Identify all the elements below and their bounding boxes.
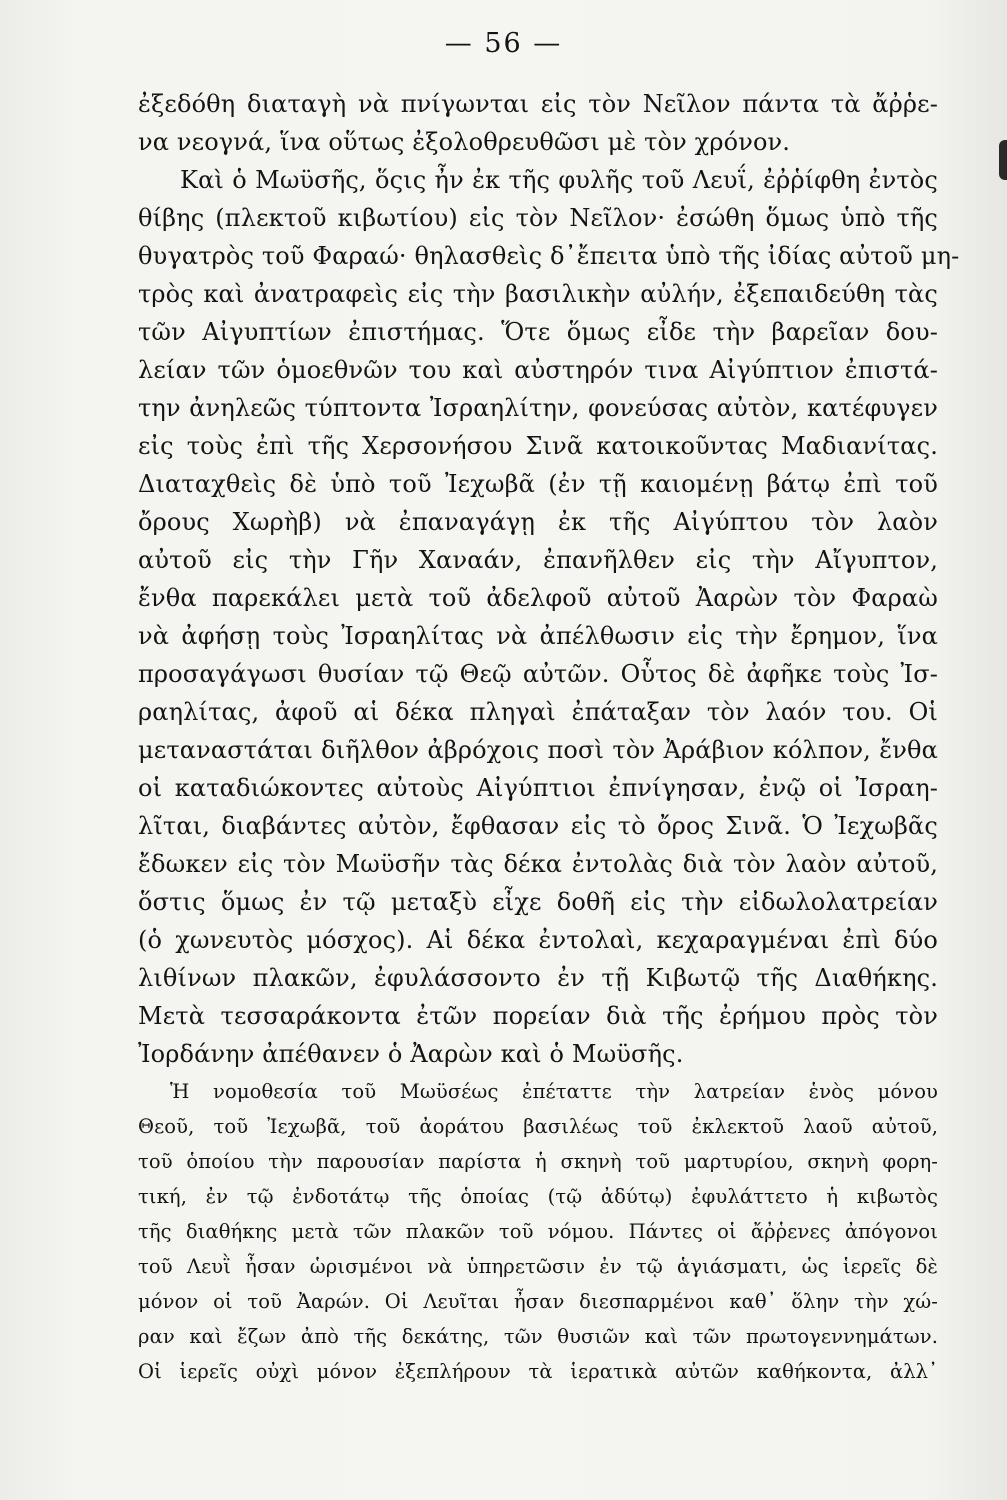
text-line: λῖται, διαβάντες αὐτὸν, ἔφθασαν εἰς τὸ ὄρος Σινᾶ. Ὁ Ἰεχωβᾶς (138, 812, 938, 840)
text-line: θυγατρὸς τοῦ Φαραώ· θηλασθεὶς δ᾽ἔπειτα ὑπὸ τῆς ἰδίας αὐτοῦ μη- (138, 242, 960, 270)
page-number: — 56 — (444, 28, 563, 59)
text-line: Ἰορδάνην ἀπέθανεν ὁ Ἀαρὼν καὶ ὁ Μωϋσῆς. (138, 1040, 684, 1068)
binding-edge-mark (999, 140, 1007, 180)
text-line: τοῦ ὁποίου τὴν παρουσίαν παρίστα ἡ σκηνὴ τοῦ μαρτυρίου, σκηνὴ φορη- (138, 1150, 938, 1173)
text-line: προσαγάγωσι θυσίαν τῷ Θεῷ αὐτῶν. Οὗτος δὲ ἀφῆκε τοὺς Ἰσ- (138, 660, 938, 688)
text-line: τῆς διαθήκης μετὰ τῶν πλακῶν τοῦ νόμου. Πάντες οἱ ἄῤῥενες ἀπόγονοι (138, 1220, 938, 1243)
text-line: τρὸς καὶ ἀνατραφεὶς εἰς τὴν βασιλικὴν αὐλήν, ἐξεπαιδεύθη τὰς (138, 280, 938, 308)
text-line: ὄρους Χωρὴβ) νὰ ἐπαναγάγῃ ἐκ τῆς Αἰγύπτου τὸν λαὸν (138, 508, 938, 536)
text-line: μόνον οἱ τοῦ Ἀαρών. Οἱ Λευῖται ἦσαν διεσπαρμένοι καθ᾽ ὅλην τὴν χώ- (138, 1290, 938, 1313)
text-line: να νεογνά, ἵνα οὕτως ἐξολοθρευθῶσι μὲ τὸν χρόνον. (138, 128, 791, 156)
text-line: ἔνθα παρεκάλει μετὰ τοῦ ἀδελφοῦ αὐτοῦ Ἀαρὼν τὸν Φαραὼ (138, 584, 938, 612)
text-line: λιθίνων πλακῶν, ἐφυλάσσοντο ἐν τῇ Κιβωτῷ τῆς Διαθήκης. (138, 964, 938, 992)
text-line: Ἡ νομοθεσία τοῦ Μωϋσέως ἐπέταττε τὴν λατρείαν ἑνὸς μόνου (170, 1080, 938, 1103)
text-line: οἱ καταδιώκοντες αὐτοὺς Αἰγύπτιοι ἐπνίγησαν, ἐνῷ οἱ Ἰσραη- (138, 774, 938, 802)
text-line: νὰ ἀφήσῃ τοὺς Ἰσραηλίτας νὰ ἀπέλθωσιν εἰς τὴν ἔρημον, ἵνα (138, 622, 938, 650)
text-line: Οἱ ἱερεῖς οὐχὶ μόνον ἐξεπλήρουν τὰ ἱερατικὰ αὐτῶν καθήκοντα, ἀλλ᾽ (138, 1360, 938, 1383)
text-line: Καὶ ὁ Μωϋσῆς, ὅςις ἦν ἐκ τῆς φυλῆς τοῦ Λευΐ, ἐῤῥίφθη ἐντὸς (180, 166, 938, 194)
text-line: την ἀνηλεῶς τύπτοντα Ἰσραηλίτην, φονεύσας αὐτὸν, κατέφυγεν (138, 394, 938, 422)
text-line: ἔδωκεν εἰς τὸν Μωϋσῆν τὰς δέκα ἐντολὰς διὰ τὸν λαὸν αὐτοῦ, (138, 850, 938, 878)
text-line: τῶν Αἰγυπτίων ἐπιστήμας. Ὅτε ὅμως εἶδε τὴν βαρεῖαν δου- (138, 318, 938, 346)
text-line: Θεοῦ, τοῦ Ἰεχωβᾶ, τοῦ ἀοράτου βασιλέως τοῦ ἐκλεκτοῦ λαοῦ αὐτοῦ, (138, 1115, 938, 1138)
text-line: Μετὰ τεσσαράκοντα ἐτῶν πορείαν διὰ τῆς ἐρήμου πρὸς τὸν (138, 1002, 938, 1030)
text-line: τική, ἐν τῷ ἐνδοτάτῳ τῆς ὁποίας (τῷ ἀδύτῳ) ἐφυλάττετο ἡ κιβωτὸς (138, 1185, 938, 1208)
text-line: τοῦ Λευῒ ἦσαν ὡρισμένοι νὰ ὑπηρετῶσιν ἐν τῷ ἁγιάσματι, ὡς ἱερεῖς δὲ (138, 1255, 938, 1278)
text-line: εἰς τοὺς ἐπὶ τῆς Χερσονήσου Σινᾶ κατοικοῦντας Μαδιανίτας. (138, 432, 938, 460)
text-line: θίβης (πλεκτοῦ κιβωτίου) εἰς τὸν Νεῖλον· ἐσώθη ὅμως ὑπὸ τῆς (138, 204, 938, 232)
text-line: ἐξεδόθη διαταγὴ νὰ πνίγωνται εἰς τὸν Νεῖλον πάντα τὰ ἄῤῥε- (138, 90, 938, 118)
text-line: ὅστις ὅμως ἐν τῷ μεταξὺ εἶχε δοθῆ εἰς τὴν εἰδωλολατρείαν (138, 888, 938, 916)
text-line: λείαν τῶν ὁμοεθνῶν του καὶ αὐστηρόν τινα Αἰγύπτιον ἐπιστά- (138, 356, 938, 384)
text-line: αὐτοῦ εἰς τὴν Γῆν Χαναάν, ἐπανῆλθεν εἰς τὴν Αἴγυπτον, (138, 546, 938, 574)
text-line: ραηλίτας, ἀφοῦ αἱ δέκα πληγαὶ ἐπάταξαν τὸν λαόν του. Οἱ (138, 698, 938, 726)
text-line: μεταναστάται διῆλθον ἀβρόχοις ποσὶ τὸν Ἀράβιον κόλπον, ἔνθα (138, 736, 938, 764)
text-line: Διαταχθεὶς δὲ ὑπὸ τοῦ Ἰεχωβᾶ (ἐν τῇ καιομένῃ βάτῳ ἐπὶ τοῦ (138, 470, 938, 498)
text-line: ραν καὶ ἔζων ἀπὸ τῆς δεκάτης, τῶν θυσιῶν καὶ τῶν πρωτογεννημάτων. (138, 1325, 938, 1348)
text-line: (ὁ χωνευτὸς μόσχος). Αἱ δέκα ἐντολαὶ, κεχαραγμέναι ἐπὶ δύο (138, 926, 938, 954)
